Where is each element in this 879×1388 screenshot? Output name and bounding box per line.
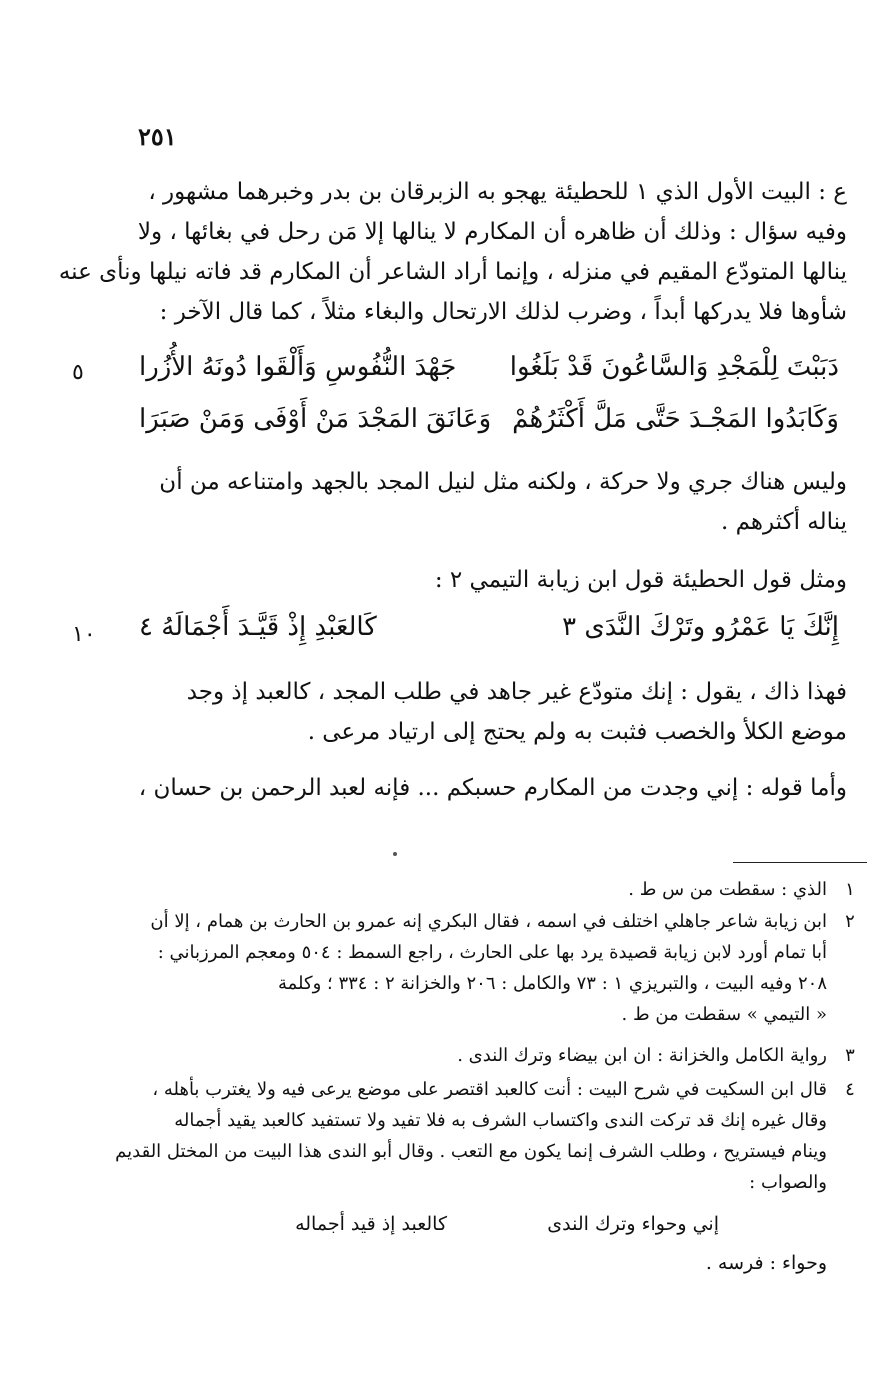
speck (393, 852, 397, 856)
verse-second-hemistich: وَعَانَقَ المَجْدَ مَنْ أَوْفَى وَمَنْ صَبَرَا (139, 404, 492, 434)
verse-2 (139, 404, 839, 454)
footnote-line: والصواب : (749, 1172, 827, 1193)
verse-first-hemistich: وَكَابَدُوا المَجْـدَ حَتَّى مَلَّ أَكْثَرُهُمْ (512, 404, 839, 434)
text-line: شأوها فلا يدركها أبداً ، وضرب لذلك الارتحال والبغاء مثلاً ، كما قال الآخر : (159, 299, 847, 325)
verse-second-hemistich: جَهْدَ النُّفُوسِ وَأَلْقَوا دُونَهُ الأُزُرا (139, 352, 457, 382)
footnote-line: ٢٠٨ وفيه البيت ، والتبريزي ١ : ٧٣ والكامل : ٢٠٦ والخزانة ٢ : ٣٣٤ ؛ وكلمة (278, 973, 827, 994)
footnote-number: ٤ (845, 1079, 855, 1100)
footnote-line: ابن زيابة شاعر جاهلي اختلف في اسمه ، فقال البكري إنه عمرو بن الحارث بن همام ، إلا أن (150, 911, 827, 932)
paragraph-3 (131, 560, 847, 600)
footnote-line: الذي : سقطت من س ط . (628, 879, 827, 900)
paragraph-4 (131, 672, 847, 752)
footnote-verse-second: كالعبد إذ قيد أجماله (295, 1213, 447, 1235)
paragraph-1 (58, 172, 847, 332)
text-line: وأما قوله : إني وجدت من المكارم حسبكم ... فإنه لعبد الرحمن بن حسان ، (138, 775, 847, 801)
footnote-line: وقال غيره إنك قد تركت الندى واكتساب الشرف به فلا تفيد ولا تستفيد كالعبد يقيد أجماله (174, 1110, 827, 1131)
footnote-3 (127, 1040, 855, 1071)
verse-first-hemistich: إِنَّكَ يَا عَمْرُو وتَرْكَ النَّدَى ٣ (562, 612, 839, 642)
footnote-line: رواية الكامل والخزانة : ان ابن بيضاء وترك الندى . (457, 1045, 827, 1066)
verse-3 (139, 612, 839, 662)
footnote-4 (115, 1074, 855, 1198)
footnote-line: « التيمي » سقطت من ط . (621, 1004, 827, 1025)
footnote-line: وينام فيستريح ، وطلب الشرف إنما يكون مع التعب . وقال أبو الندى هذا البيت من المختل القديم (115, 1141, 827, 1162)
paragraph-2 (131, 462, 847, 542)
footnote-1 (127, 874, 855, 905)
text-line: فهذا ذاك ، يقول : إنك متودّع غير جاهد في طلب المجد ، كالعبد إذ وجد (186, 679, 847, 705)
text-line: موضع الكلأ والخصب فثبت به ولم يحتج إلى ارتياد مرعى . (307, 719, 847, 745)
footnote-verse-first: إني وحواء وترك الندى (547, 1213, 719, 1235)
text-line: ع : البيت الأول الذي ١ للحطيئة يهجو به الزبرقان بن بدر وخبرهما مشهور ، (148, 179, 847, 205)
footnote-number: ٣ (845, 1045, 855, 1066)
verse-second-hemistich: كَالعَبْدِ إِذْ قَيَّـدَ أَجْمَالَهُ ٤ (139, 612, 377, 642)
text-line: ينالها المتودّع المقيم في منزله ، وإنما أراد الشاعر أن المكارم قد فاته نيلها ونأى عنه (58, 259, 847, 285)
footnote-number: ١ (845, 879, 855, 900)
footnote-separator (733, 862, 867, 863)
verse-1 (139, 352, 839, 402)
footnote-line: أبا تمام أورد لابن زيابة قصيدة يرد بها على الحارث ، راجع السمط : ٥٠٤ ومعجم المرزباني : (157, 942, 827, 963)
line-number-10: ١٠ (72, 622, 96, 647)
page-number: ٢٥١ (138, 122, 177, 151)
text-line: وفيه سؤال : وذلك أن ظاهره أن المكارم لا ينالها إلا مَن رحل في بغائها ، ولا (137, 219, 847, 245)
footnote-number: ٢ (845, 911, 855, 932)
paragraph-5 (131, 768, 847, 808)
footnote-2 (127, 906, 855, 1030)
line-number-5: ٥ (72, 360, 84, 385)
text-line: يناله أكثرهم . (720, 509, 847, 535)
footnote-last-line: وحواء : فرسه . (705, 1252, 827, 1274)
text-line: وليس هناك جري ولا حركة ، ولكنه مثل لنيل المجد بالجهد وامتناعه من أن (159, 469, 847, 495)
verse-first-hemistich: دَبَبْتَ لِلْمَجْدِ وَالسَّاعُونَ قَدْ بَلَغُوا (509, 352, 839, 382)
footnote-line: قال ابن السكيت في شرح البيت : أنت كالعبد اقتصر على موضع يرعى فيه ولا يغترب بأهله ، (152, 1079, 827, 1100)
text-line: ومثل قول الحطيئة قول ابن زيابة التيمي ٢ : (434, 567, 847, 593)
